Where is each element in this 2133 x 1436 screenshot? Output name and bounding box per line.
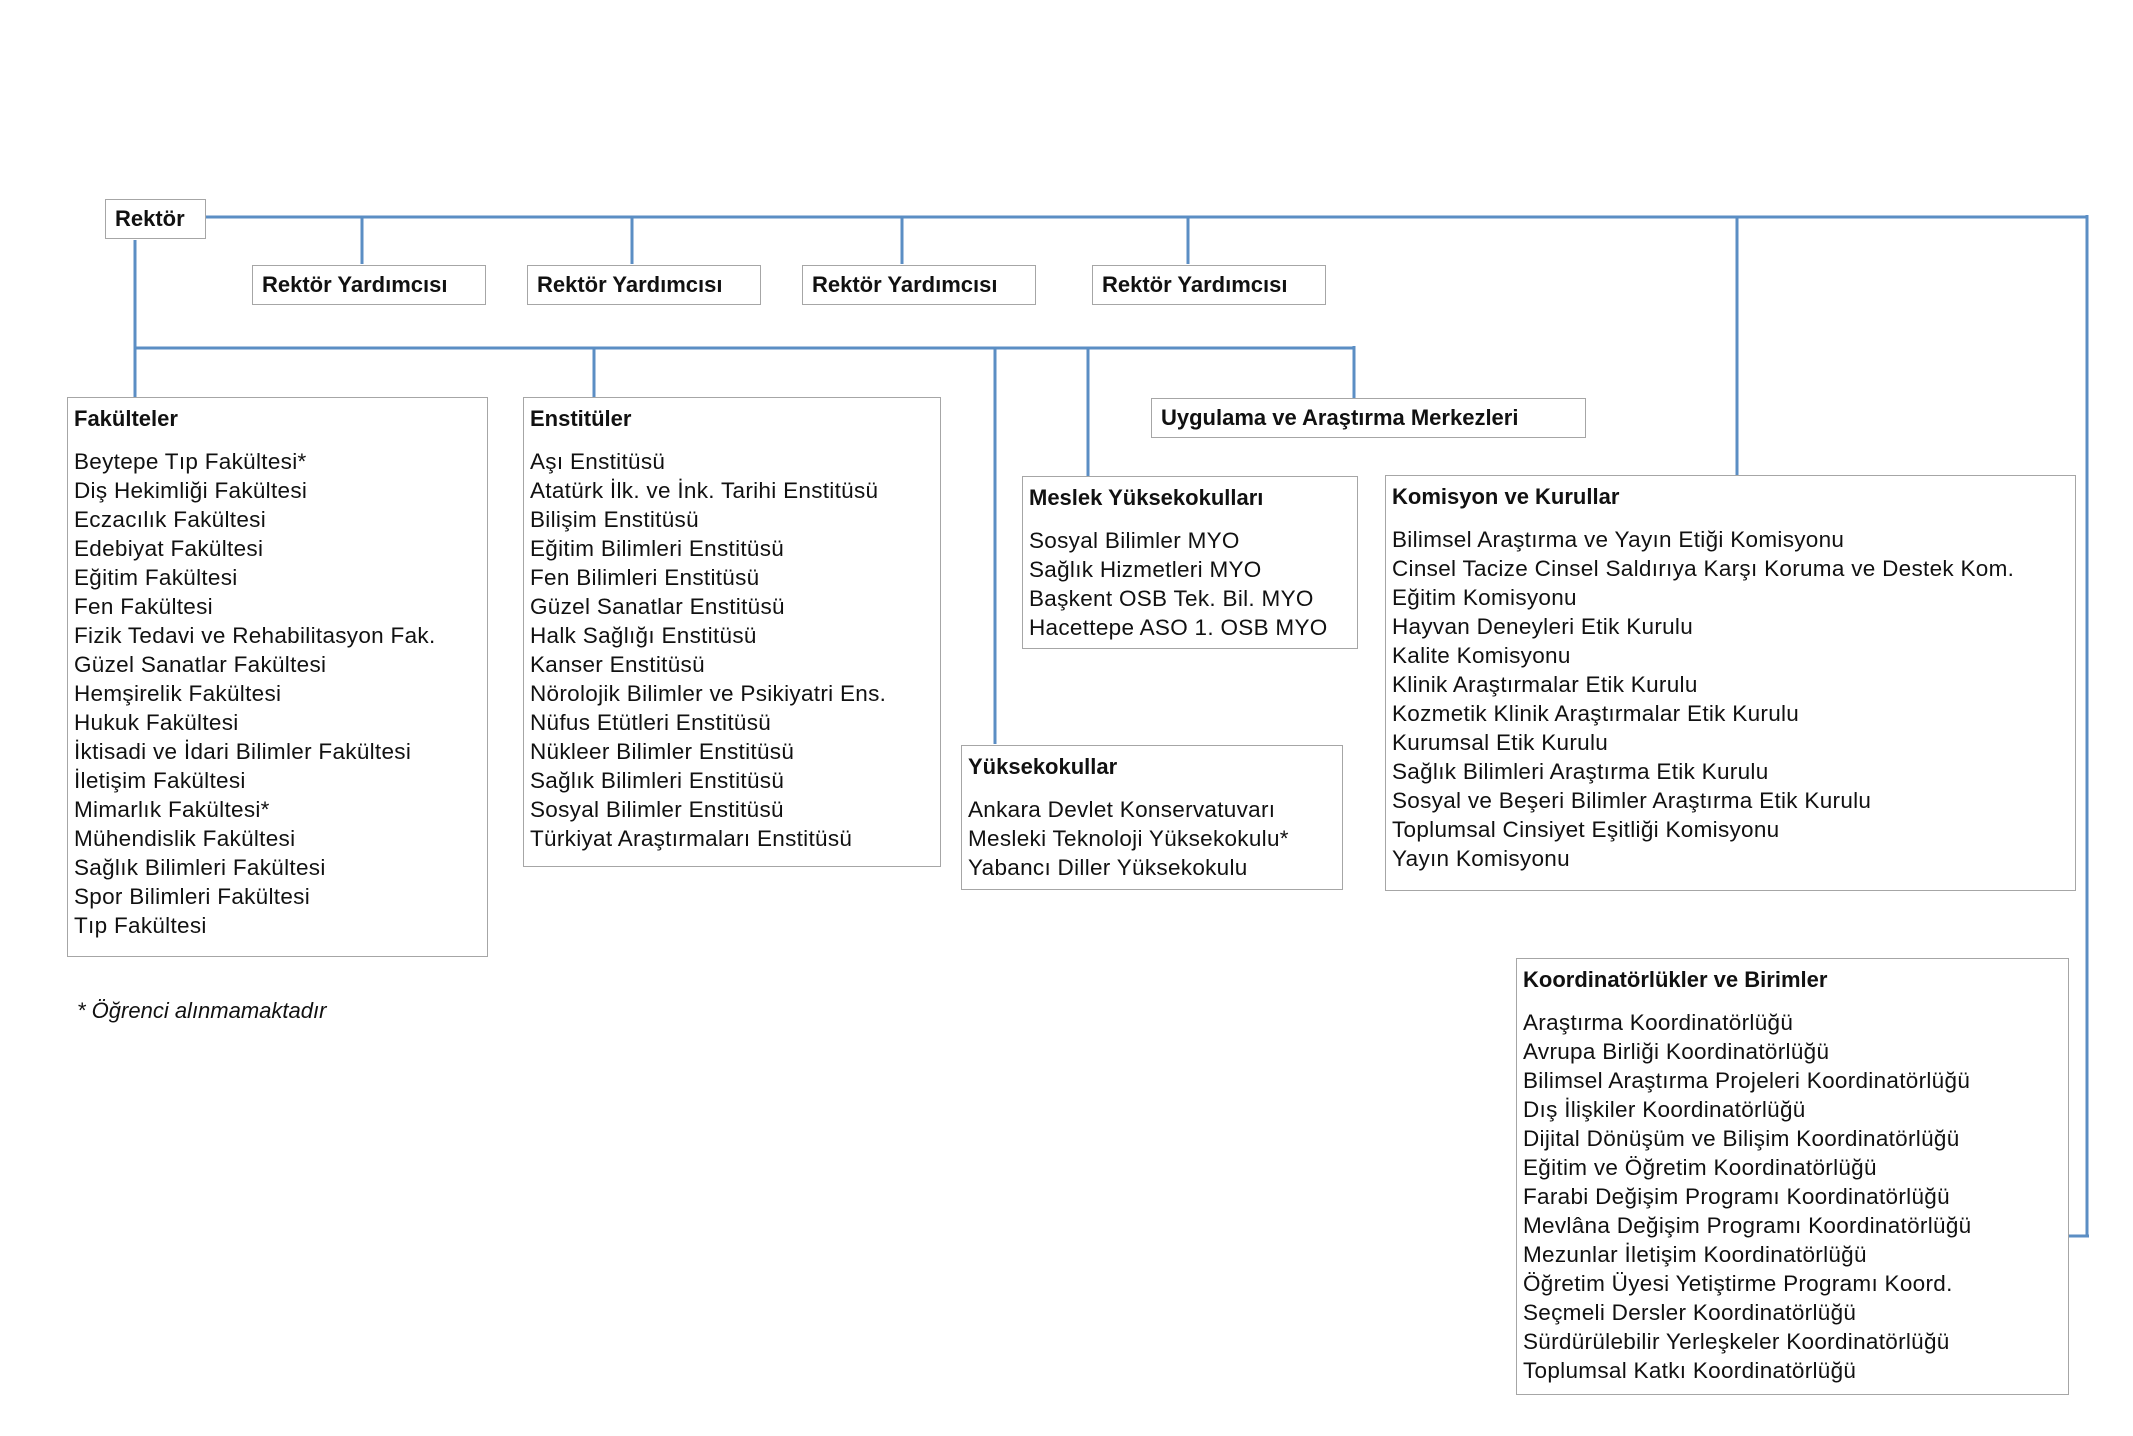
- list-item: Kalite Komisyonu: [1392, 643, 1571, 668]
- colleges-box: [961, 745, 1343, 890]
- colleges-title: Yüksekokullar: [968, 754, 1118, 779]
- faculties-box: [67, 397, 488, 957]
- list-item: Klinik Araştırmalar Etik Kurulu: [1392, 672, 1698, 697]
- commissions-box: [1385, 475, 2076, 891]
- list-item: Toplumsal Cinsiyet Eşitliği Komisyonu: [1392, 817, 1780, 842]
- research-centers-box: [1151, 398, 1586, 438]
- list-item: Eğitim ve Öğretim Koordinatörlüğü: [1523, 1155, 1877, 1180]
- list-item: Aşı Enstitüsü: [530, 449, 666, 474]
- list-item: Araştırma Koordinatörlüğü: [1523, 1010, 1794, 1035]
- list-item: Hacettepe ASO 1. OSB MYO: [1029, 615, 1328, 640]
- list-item: Sağlık Bilimleri Araştırma Etik Kurulu: [1392, 759, 1769, 784]
- faculties-title: Fakülteler: [74, 406, 178, 431]
- vice-rector-box-4: [1092, 265, 1326, 305]
- list-item: Ankara Devlet Konservatuvarı: [968, 797, 1276, 822]
- footnote: * Öğrenci alınmamaktadır: [77, 998, 327, 1023]
- list-item: Fen Fakültesi: [74, 594, 213, 619]
- list-item: Güzel Sanatlar Fakültesi: [74, 652, 327, 677]
- list-item: Eğitim Fakültesi: [74, 565, 238, 590]
- coordinations-list: [1523, 1008, 2068, 1385]
- vocational-schools-title: Meslek Yüksekokulları: [1029, 485, 1264, 510]
- list-item: Türkiyat Araştırmaları Enstitüsü: [530, 826, 853, 851]
- list-item: Nüfus Etütleri Enstitüsü: [530, 710, 772, 735]
- list-item: İktisadi ve İdari Bilimler Fakültesi: [74, 739, 412, 764]
- colleges-list: [968, 795, 1342, 882]
- list-item: Eğitim Bilimleri Enstitüsü: [530, 536, 785, 561]
- list-item: Mezunlar İletişim Koordinatörlüğü: [1523, 1242, 1867, 1267]
- list-item: Kanser Enstitüsü: [530, 652, 705, 677]
- list-item: Farabi Değişim Programı Koordinatörlüğü: [1523, 1184, 1950, 1209]
- vice-rector-title: Rektör Yardımcısı: [537, 272, 723, 297]
- institutes-box: [523, 397, 941, 867]
- list-item: Mevlâna Değişim Programı Koordinatörlüğü: [1523, 1213, 1972, 1238]
- list-item: Halk Sağlığı Enstitüsü: [530, 623, 757, 648]
- institutes-title: Enstitüler: [530, 406, 632, 431]
- list-item: Sağlık Bilimleri Fakültesi: [74, 855, 326, 880]
- list-item: Spor Bilimleri Fakültesi: [74, 884, 311, 909]
- vice-rector-box-2: [527, 265, 761, 305]
- list-item: Beytepe Tıp Fakültesi*: [74, 449, 307, 474]
- list-item: Atatürk İlk. ve İnk. Tarihi Enstitüsü: [530, 478, 879, 503]
- rector-box: [105, 199, 206, 239]
- list-item: Nörolojik Bilimler ve Psikiyatri Ens.: [530, 681, 887, 706]
- list-item: Toplumsal Katkı Koordinatörlüğü: [1523, 1358, 1857, 1383]
- list-item: Sosyal Bilimler Enstitüsü: [530, 797, 784, 822]
- list-item: Mimarlık Fakültesi*: [74, 797, 270, 822]
- list-item: Sürdürülebilir Yerleşkeler Koordinatörlüğü: [1523, 1329, 1950, 1354]
- vice-rector-title: Rektör Yardımcısı: [262, 272, 448, 297]
- list-item: Yayın Komisyonu: [1392, 846, 1570, 871]
- list-item: Güzel Sanatlar Enstitüsü: [530, 594, 785, 619]
- list-item: İletişim Fakültesi: [74, 768, 246, 793]
- list-item: Kozmetik Klinik Araştırmalar Etik Kurulu: [1392, 701, 1800, 726]
- list-item: Kurumsal Etik Kurulu: [1392, 730, 1609, 755]
- list-item: Avrupa Birliği Koordinatörlüğü: [1523, 1039, 1830, 1064]
- list-item: Fizik Tedavi ve Rehabilitasyon Fak.: [74, 623, 436, 648]
- list-item: Hukuk Fakültesi: [74, 710, 239, 735]
- list-item: Mühendislik Fakültesi: [74, 826, 296, 851]
- list-item: Bilişim Enstitüsü: [530, 507, 699, 532]
- commissions-title: Komisyon ve Kurullar: [1392, 484, 1620, 509]
- list-item: Fen Bilimleri Enstitüsü: [530, 565, 760, 590]
- vice-rector-title: Rektör Yardımcısı: [1102, 272, 1288, 297]
- list-item: Sosyal Bilimler MYO: [1029, 528, 1240, 553]
- commissions-list: [1392, 525, 2075, 873]
- list-item: Sosyal ve Beşeri Bilimler Araştırma Etik Kurulu: [1392, 788, 1872, 813]
- list-item: Seçmeli Dersler Koordinatörlüğü: [1523, 1300, 1857, 1325]
- faculties-list: [74, 447, 487, 940]
- list-item: Öğretim Üyesi Yetiştirme Programı Koord.: [1523, 1271, 1953, 1296]
- list-item: Hayvan Deneyleri Etik Kurulu: [1392, 614, 1694, 639]
- vocational-schools-box: [1022, 476, 1358, 649]
- research-centers-title: Uygulama ve Araştırma Merkezleri: [1161, 405, 1519, 430]
- list-item: Dijital Dönüşüm ve Bilişim Koordinatörlüğü: [1523, 1126, 1960, 1151]
- vocational-schools-list: [1029, 526, 1357, 642]
- coordinations-box: [1516, 958, 2069, 1395]
- vice-rector-box-3: [802, 265, 1036, 305]
- list-item: Dış İlişkiler Koordinatörlüğü: [1523, 1097, 1806, 1122]
- vice-rector-box-1: [252, 265, 486, 305]
- list-item: Tıp Fakültesi: [74, 913, 207, 938]
- institutes-list: [530, 447, 940, 853]
- list-item: Eczacılık Fakültesi: [74, 507, 267, 532]
- rector-title: Rektör: [115, 206, 185, 231]
- list-item: Sağlık Bilimleri Enstitüsü: [530, 768, 785, 793]
- list-item: Yabancı Diller Yüksekokulu: [968, 855, 1248, 880]
- list-item: Hemşirelik Fakültesi: [74, 681, 282, 706]
- vice-rector-title: Rektör Yardımcısı: [812, 272, 998, 297]
- list-item: Bilimsel Araştırma Projeleri Koordinatörlüğü: [1523, 1068, 1971, 1093]
- list-item: Eğitim Komisyonu: [1392, 585, 1577, 610]
- coordinations-title: Koordinatörlükler ve Birimler: [1523, 967, 1828, 992]
- list-item: Cinsel Tacize Cinsel Saldırıya Karşı Koruma ve Destek Kom.: [1392, 556, 2015, 581]
- list-item: Başkent OSB Tek. Bil. MYO: [1029, 586, 1314, 611]
- list-item: Bilimsel Araştırma ve Yayın Etiği Komisyonu: [1392, 527, 1845, 552]
- list-item: Nükleer Bilimler Enstitüsü: [530, 739, 795, 764]
- list-item: Mesleki Teknoloji Yüksekokulu*: [968, 826, 1289, 851]
- list-item: Edebiyat Fakültesi: [74, 536, 264, 561]
- list-item: Sağlık Hizmetleri MYO: [1029, 557, 1262, 582]
- list-item: Diş Hekimliği Fakültesi: [74, 478, 308, 503]
